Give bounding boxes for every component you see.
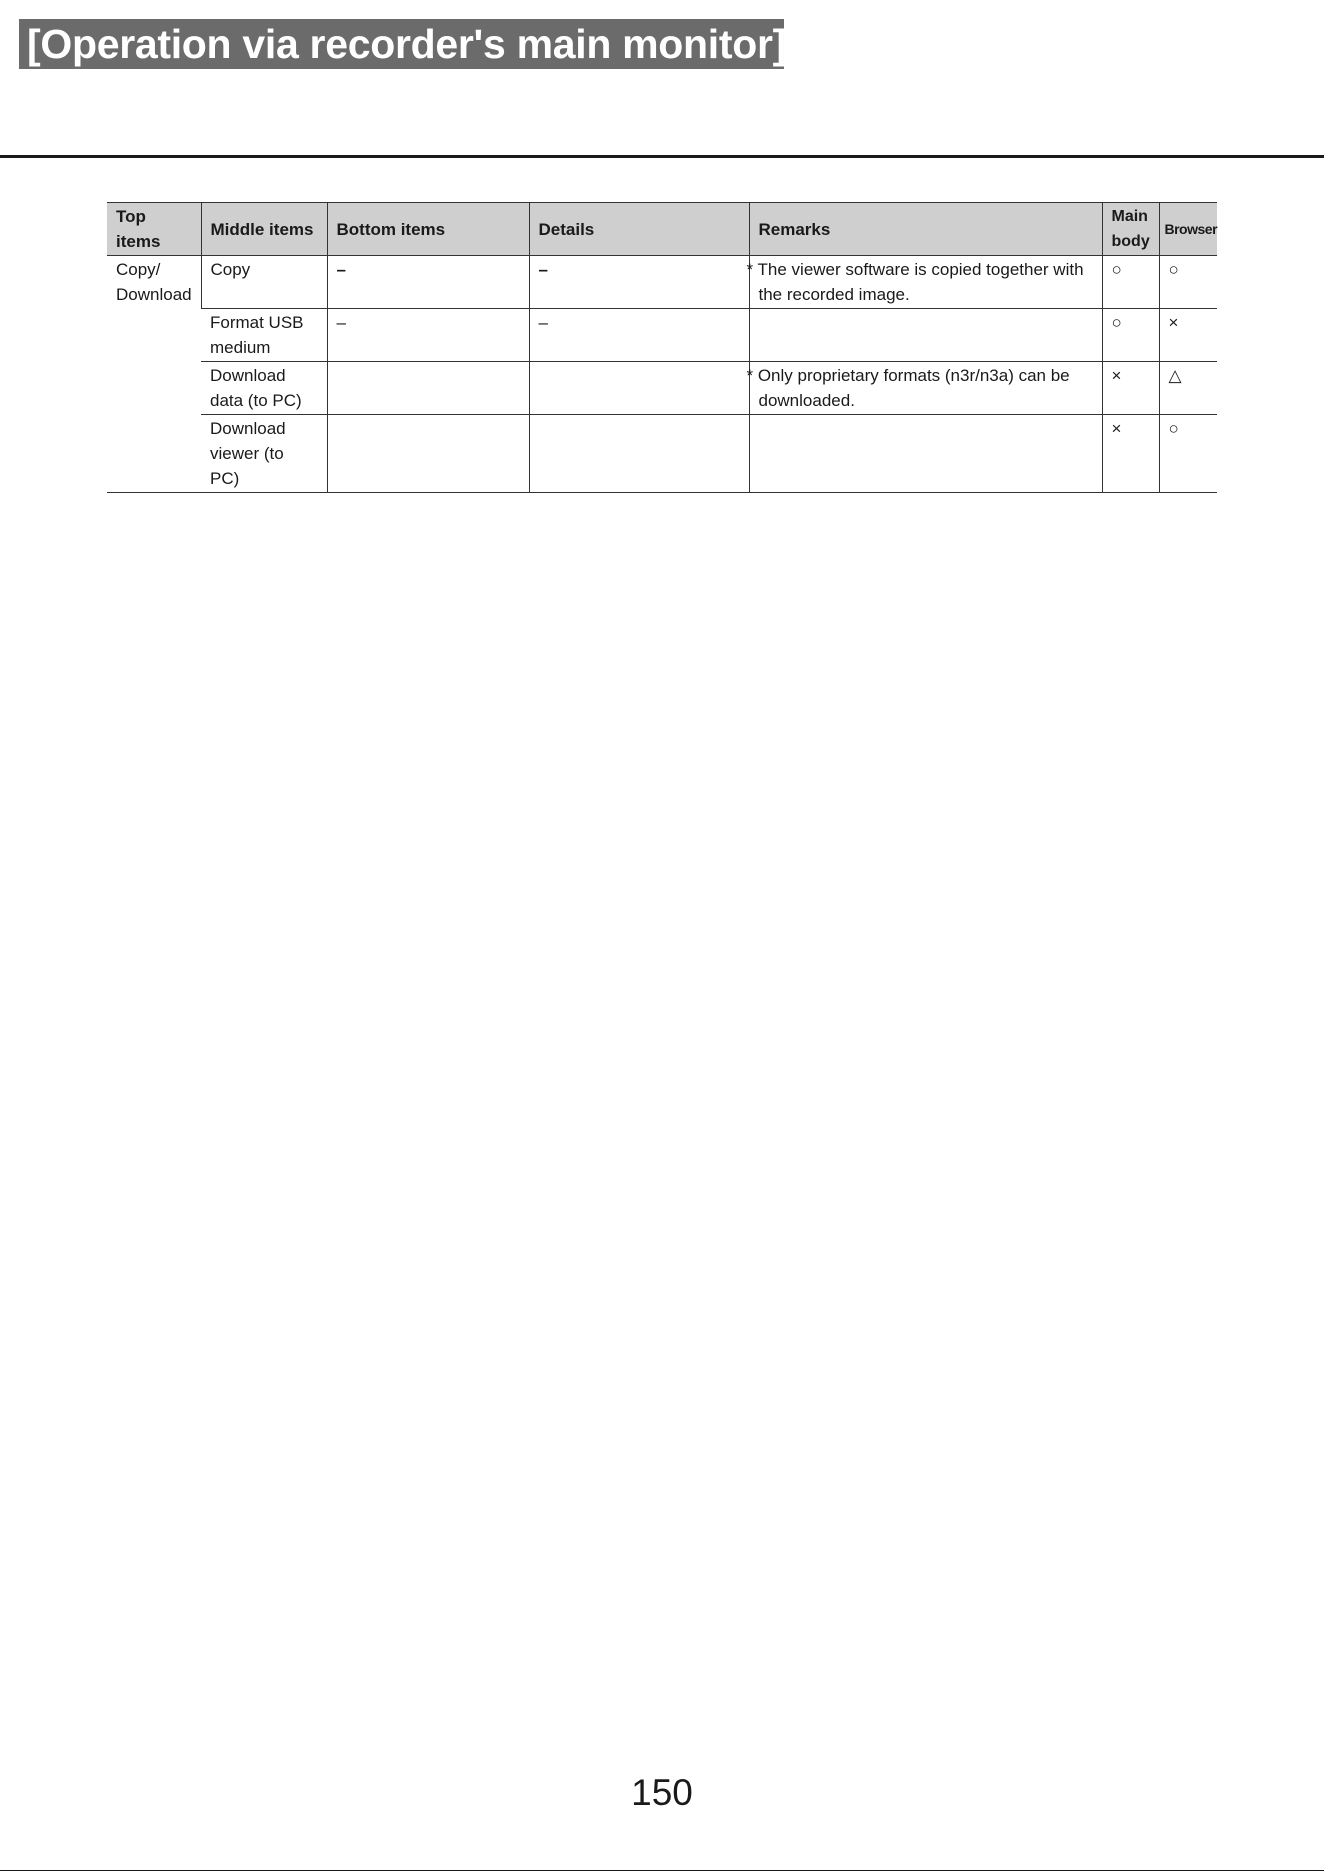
- header-bottom-items: Bottom items: [327, 203, 529, 256]
- remarks-cell: * The viewer software is copied together with the recorded image.: [749, 256, 1102, 309]
- footer-divider: [0, 1870, 1324, 1871]
- remarks-cell: * Only proprietary formats (n3r/n3a) can be downloaded.: [749, 362, 1102, 415]
- main-body-cell: ○: [1102, 256, 1159, 309]
- browser-cell: ○: [1159, 256, 1217, 309]
- header-details: Details: [529, 203, 749, 256]
- bottom-item-cell: –: [327, 309, 529, 362]
- middle-item-cell: Format USB medium: [201, 309, 327, 362]
- table-row: [107, 362, 1217, 415]
- browser-cell: ×: [1159, 309, 1217, 362]
- bottom-item-cell: –: [327, 256, 529, 309]
- details-cell: [529, 415, 749, 493]
- table-header-row: [107, 203, 1217, 256]
- remarks-cell: [749, 309, 1102, 362]
- details-cell: –: [529, 309, 749, 362]
- top-item-cell: Copy/ Download: [107, 256, 201, 493]
- details-cell: –: [529, 256, 749, 309]
- main-body-cell: ○: [1102, 309, 1159, 362]
- table-row: [107, 415, 1217, 493]
- main-body-cell: ×: [1102, 362, 1159, 415]
- section-title-bar: [19, 19, 784, 69]
- header-top-items: Top items: [107, 203, 201, 256]
- middle-item-cell: Download viewer (to PC): [201, 415, 327, 493]
- page-number: 150: [631, 1772, 693, 1813]
- section-title: [Operation via recorder's main monitor]: [27, 20, 786, 67]
- browser-cell: △: [1159, 362, 1217, 415]
- table-row: [107, 309, 1217, 362]
- header-main-body: Main body: [1102, 203, 1159, 256]
- header-divider: [0, 155, 1324, 158]
- settings-table: [107, 202, 1217, 493]
- middle-item-cell: Copy: [201, 256, 327, 309]
- main-body-cell: ×: [1102, 415, 1159, 493]
- header-remarks: Remarks: [749, 203, 1102, 256]
- remarks-cell: [749, 415, 1102, 493]
- details-cell: [529, 362, 749, 415]
- bottom-item-cell: [327, 415, 529, 493]
- table-row: [107, 256, 1217, 309]
- browser-cell: ○: [1159, 415, 1217, 493]
- header-middle-items: Middle items: [201, 203, 327, 256]
- bottom-item-cell: [327, 362, 529, 415]
- header-browser: Browser: [1159, 203, 1217, 256]
- middle-item-cell: Download data (to PC): [201, 362, 327, 415]
